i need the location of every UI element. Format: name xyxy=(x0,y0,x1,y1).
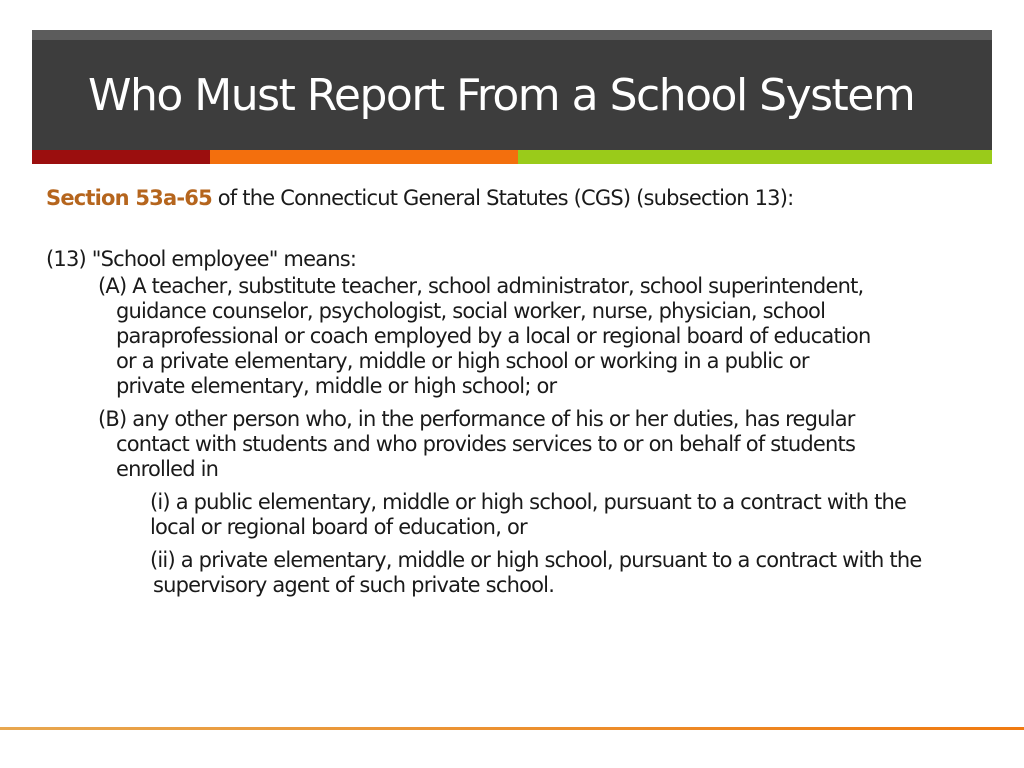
intro-text: of the Connecticut General Statutes (CGS) (subsection 13): xyxy=(211,186,794,210)
title-bar xyxy=(32,30,992,150)
bottom-divider-line xyxy=(0,727,1024,730)
accent-strip xyxy=(32,150,992,164)
definition-subitem-i: (i) a public elementary, middle or high school, pursuant to a contract with the local or regional board of education, or xyxy=(150,490,907,539)
definition-item-b: (B) any other person who, in the performance of his or her duties, has regular contact with students and who provides services to or on behalf of students enrolled in xyxy=(98,407,856,481)
definition-heading: (13) "School employee" means: xyxy=(46,247,357,271)
definition-item-a: (A) A teacher, substitute teacher, school administrator, school superintendent, guidance counselor, psychologist, social worker, nurse, physician, school paraprofessional or coach employed by a local or regional board of education or a private elementary, middle or high school or working in a public or private elementary, middle or high school; or xyxy=(98,274,871,398)
accent-segment-green xyxy=(518,150,992,164)
section-reference: Section 53a-65 xyxy=(46,186,212,210)
accent-segment-orange xyxy=(210,150,518,164)
slide-title: Who Must Report From a School System xyxy=(88,70,915,121)
accent-segment-red xyxy=(32,150,210,164)
slide-body xyxy=(46,186,986,598)
definition-subitem-ii: (ii) a private elementary, middle or high school, pursuant to a contract with the supervisory agent of such private school. xyxy=(150,548,922,597)
intro-line xyxy=(46,186,986,211)
